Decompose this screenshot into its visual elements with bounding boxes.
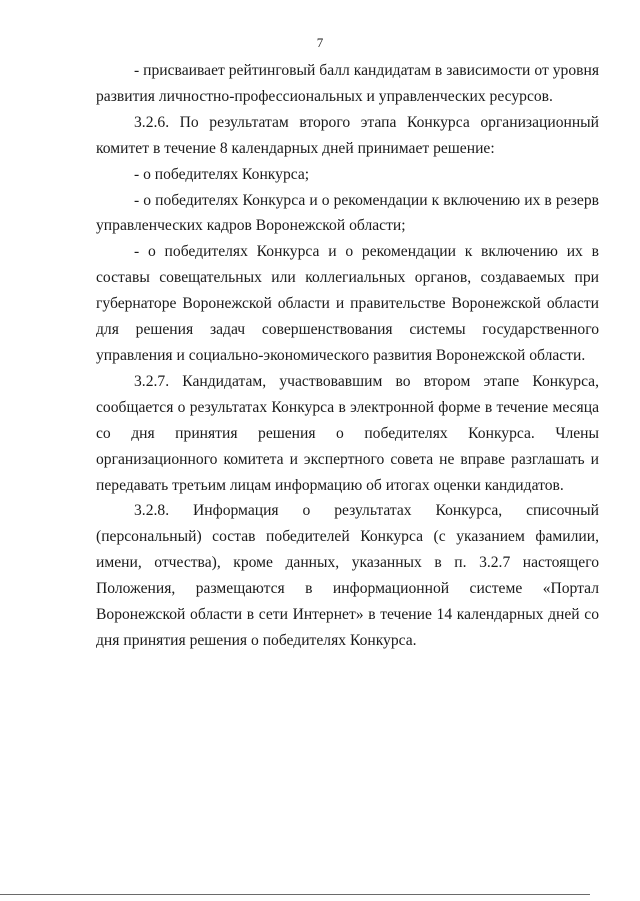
page-number: 7 — [316, 35, 324, 50]
paragraph-rating-score: - присваивает рейтинговый балл кандидатам в зависимости от уровня развития личностно-профессиональных и управленческих ресурсов. — [96, 62, 599, 105]
list-item-winners-advisory-bodies: - о победителях Конкурса и о рекомендации к включению их в составы совещательных или коллегиальных органов, создаваемых при губернаторе Воронежской области и правительстве Воронежской области для решения задач совершенствования системы государственного управления и социально-экономического развития Воронежской области. — [96, 243, 599, 364]
paragraph-3-2-7: 3.2.7. Кандидатам, участвовавшим во втором этапе Конкурса, сообщается о результатах Конкурса в электронной форме в течение месяца со дня принятия решения о победителях Конкурса. Члены организационного комитета и экспертного совета не вправе разглашать и передавать третьим лицам информацию об итогах оценки кандидатов. — [96, 372, 599, 494]
document-body — [96, 58, 599, 654]
list-item-winners: - о победителях Конкурса; — [134, 165, 310, 183]
list-item-winners-reserve: - о победителях Конкурса и о рекомендации к включению их в резерв управленческих кадров Воронежской области; — [96, 191, 599, 235]
paragraph-3-2-8: 3.2.8. Информация о результатах Конкурса, списочный (персональный) состав победителей Конкурса (с указанием фамилии, имени, отчества), кроме данных, указанных в п. 3.2.7 настоящего Положения, размещаются в информационной системе «Портал Воронежской области в сети Интернет» в течение 14 календарных дней со дня принятия решения о победителях Конкурса. — [96, 502, 599, 649]
paragraph-3-2-6: 3.2.6. По результатам второго этапа Конкурса организационный комитет в течение 8 календарных дней принимает решение: — [96, 113, 599, 157]
page-bottom-rule — [0, 894, 590, 895]
